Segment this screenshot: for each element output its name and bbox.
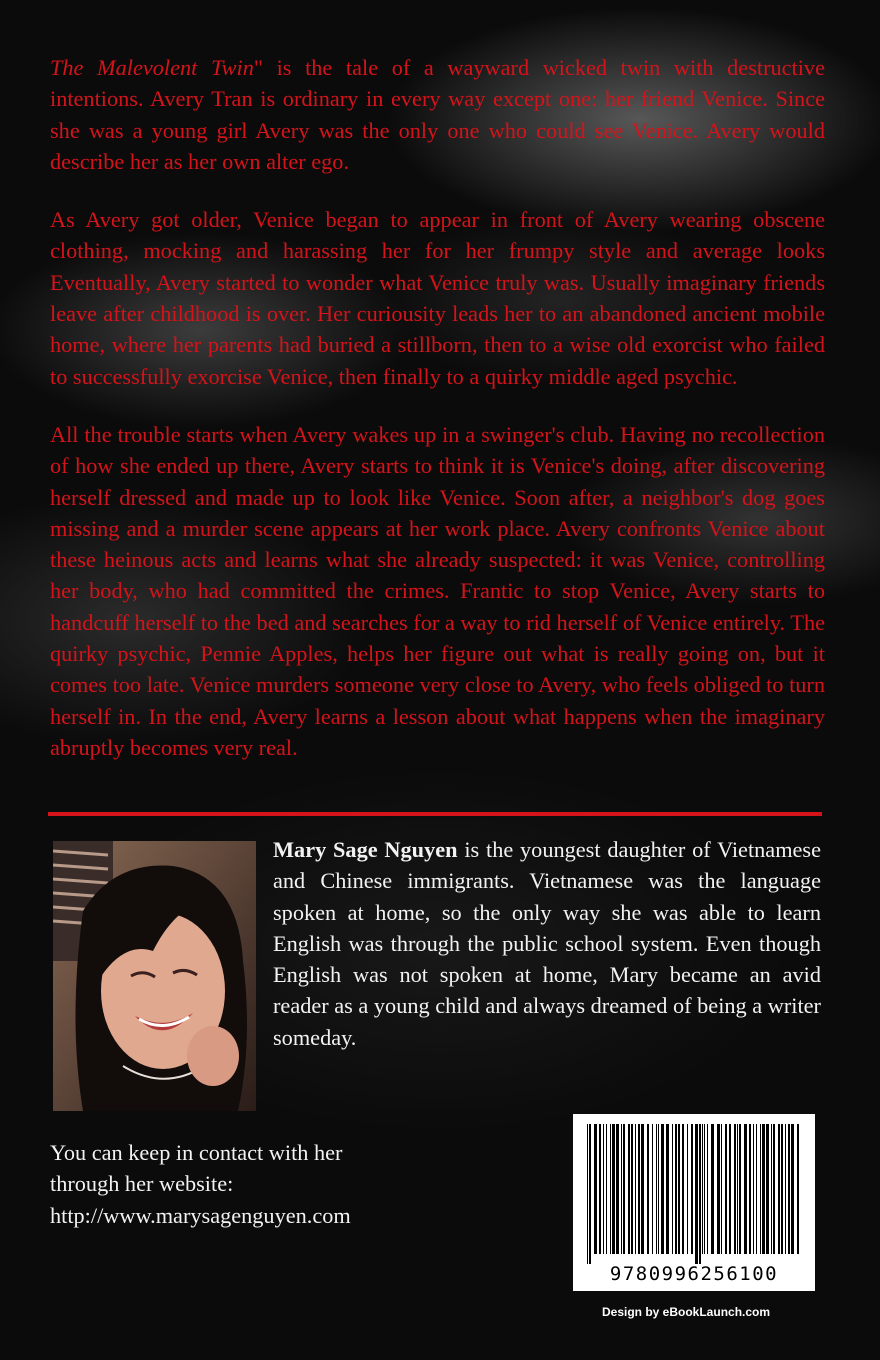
barcode-bar [781,1124,783,1254]
barcode-bar [666,1124,669,1254]
barcode-bar [760,1124,761,1254]
barcode-bar [707,1124,708,1254]
barcode-bar [661,1124,664,1254]
author-bio [273,834,821,1053]
barcode-bar [612,1124,615,1254]
barcode-bar [702,1124,703,1254]
barcode-bar [721,1124,722,1254]
barcode-bar [756,1124,757,1254]
barcode-bar [606,1124,607,1254]
barcode-bar [725,1124,727,1254]
barcode-bar [695,1124,698,1264]
barcode-bar [587,1124,588,1264]
barcode-bar [589,1124,591,1264]
barcode-bar [631,1124,633,1254]
barcode-bar [788,1124,790,1254]
barcode-bar [682,1124,684,1254]
synopsis-paragraph-1-text: " is the tale of a wayward wicked twin with destructive intentions. Avery Tran is ordinary in every way except one: her friend Venice. Since she was a young girl Avery was the only one who could see Venice. Avery would describe her as her own alter ego. [50,55,825,174]
barcode-bar [734,1124,736,1254]
barcode-bar [652,1124,653,1254]
barcode-bar [687,1124,688,1254]
book-title: The Malevolent Twin [50,55,254,80]
author-name: Mary Sage Nguyen [273,837,458,862]
author-photo [53,841,256,1111]
barcode-bar [672,1124,673,1254]
barcode-bar [638,1124,640,1254]
barcode-bar [699,1124,701,1264]
barcode-bar [635,1124,636,1254]
book-synopsis [50,52,825,790]
barcode-bar [704,1124,705,1254]
isbn-number: 9780996256100 [609,1263,779,1285]
barcode-bar [773,1124,775,1254]
barcode-bar [658,1124,659,1254]
barcode-bar [749,1124,751,1254]
red-divider [48,812,822,816]
barcode-bar [641,1124,644,1254]
website-link[interactable]: http://www.marysagenguyen.com [50,1202,351,1228]
design-credit: Design by eBookLaunch.com [602,1305,771,1319]
barcode-bar [621,1124,622,1254]
contact-line-2: through her website: [50,1171,234,1197]
barcode-bar [753,1124,754,1254]
synopsis-paragraph-2: As Avery got older, Venice began to appear in front of Avery wearing obscene clothing, mocking and harassing her for her frumpy style and average looks Eventually, Avery started to wonder what Venice truly was. Usually imaginary friends leave after childhood is over. Her curiousity leads her to an abandoned ancient mobile home, where her parents had buried a stillborn, then to a wise old exorcist who failed to successfully exorcise Venice, then finally to a quirky middle aged psychic. [50,207,825,389]
barcode-bars [573,1114,815,1264]
contact-info [50,1137,430,1231]
barcode-bar [737,1124,738,1254]
barcode-bar [647,1124,649,1254]
barcode-bar [766,1124,769,1254]
barcode-bar [678,1124,680,1254]
barcode-bar [785,1124,786,1254]
barcode-bar [610,1124,611,1254]
barcode-bar [762,1124,765,1254]
barcode-bar [623,1124,625,1254]
author-bio-text: is the youngest daughter of Vietnamese and Chinese immigrants. Vietnamese was the language spoken at home, so the only way she was able to learn English was through the public school system. Even though English was not spoken at home, Mary became an avid reader as a young child and always dreamed of being a writer someday. [273,837,822,1050]
barcode-bar [744,1124,747,1254]
barcode-bar [616,1124,619,1254]
barcode-bar [675,1124,677,1254]
synopsis-paragraph-3: All the trouble starts when Avery wakes up in a swinger's club. Having no recollection of how she ended up there, Avery starts to think it is Venice's doing, after discovering herself dressed and made up to look like Venice. Soon after, a neighbor's dog goes missing and a murder scene appears at her work place. Avery confronts Venice about these heinous acts and learns what she already suspected: it was Venice, controlling her body, who had committed the crimes. Frantic to stop Venice, Avery starts to handcuff herself to the bed and searches for a way to rid herself of Venice entirely. The quirky psychic, Pennie Apples, helps her figure out what is really going on, but it comes too late. Venice murders someone very close to Avery, who feels obliged to turn herself in. In the end, Avery learns a lesson about what happens when the imaginary abruptly becomes very real. [50,421,825,760]
barcode-bar [771,1124,772,1254]
barcode-bar [717,1124,720,1254]
barcode-bar [594,1124,597,1254]
synopsis-paragraph-1 [50,52,825,177]
barcode-bar [691,1124,693,1254]
barcode-bar [729,1124,731,1254]
barcode-bar [778,1124,780,1254]
barcode-bar [791,1124,794,1254]
barcode-bar [711,1124,714,1254]
contact-line-1: You can keep in contact with her [50,1140,343,1165]
isbn-barcode [573,1114,815,1291]
barcode-bar [628,1124,630,1254]
barcode-bar [739,1124,741,1254]
barcode-bar [603,1124,604,1254]
author-portrait-image [53,841,256,1111]
barcode-bar [656,1124,657,1254]
barcode-bar [797,1124,799,1254]
barcode-bar [599,1124,601,1254]
